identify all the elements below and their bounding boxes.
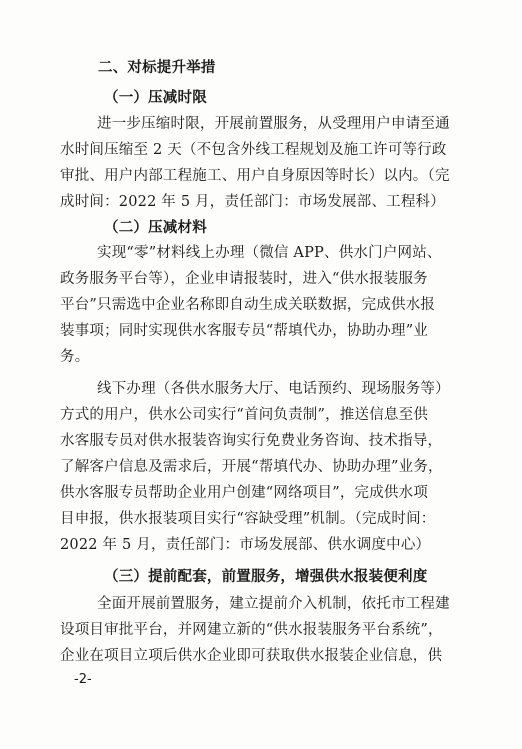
paragraph-line: 进一步压缩时限，开展前置服务，从受理用户申请至通 [97, 116, 450, 132]
paragraph-line: 线下办理（各供水服务大厅、电话预约、现场服务等） [97, 381, 450, 397]
subsection-title-2: （二）压减材料 [104, 219, 207, 236]
paragraph-line: 方式的用户，供水公司实行“首问负责制”，推送信息至供 [60, 407, 429, 423]
section-title: 二、对标提升举措 [98, 59, 216, 76]
paragraph-line: 平台”只需选中企业名称即自动生成关联数据，完成供水报 [60, 297, 436, 313]
subsection-title-3: （三）提前配套，前置服务，增强供水报装便利度 [104, 568, 428, 585]
paragraph-line: 企业在项目立项后供水企业即可获取供水报装企业信息，供 [60, 648, 443, 664]
paragraph-line: 2022 年 5 月，责任部门：市场发展部、供水调度中心） [60, 537, 431, 553]
paragraph-line: 成时间：2022 年 5 月，责任部门：市场发展部、工程科） [60, 194, 445, 210]
paragraph-line: 实现“零”材料线上办理（微信 APP、供水门户网站、 [97, 245, 442, 261]
paragraph-line: 装事项；同时实现供水客服专员“帮填代办，协助办理”业 [60, 323, 429, 339]
paragraph-line: 水客服专员对供水报装咨询实行免费业务咨询、技术指导， [60, 433, 443, 449]
paragraph-line: 全面开展前置服务，建立提前介入机制，依托市工程建 [97, 596, 450, 612]
subsection-title-1: （一）压减时限 [104, 89, 207, 106]
paragraph-line: 设项目审批平台，并网建立新的“供水报装服务平台系统”， [60, 622, 443, 638]
page-number: -2- [74, 672, 92, 687]
paragraph-line: 水时间压缩至 2 天（不包含外线工程规划及施工许可等行政 [60, 142, 447, 158]
paragraph-line: 了解客户信息及需求后，开展“帮填代办、协助办理”业务， [60, 459, 443, 475]
paragraph-line: 供水客服专员帮助企业用户创建“网络项目”，完成供水项 [60, 485, 429, 501]
paragraph-line: 务。 [60, 349, 90, 365]
paragraph-line: 目申报，供水报装项目实行“容缺受理”机制。（完成时间： [60, 511, 436, 527]
paragraph-line: 审批、用户内部工程施工、用户自身原因等时长）以内。（完 [60, 168, 450, 184]
paragraph-line: 政务服务平台等），企业申请报装时，进入“供水报装服务 [60, 271, 428, 287]
